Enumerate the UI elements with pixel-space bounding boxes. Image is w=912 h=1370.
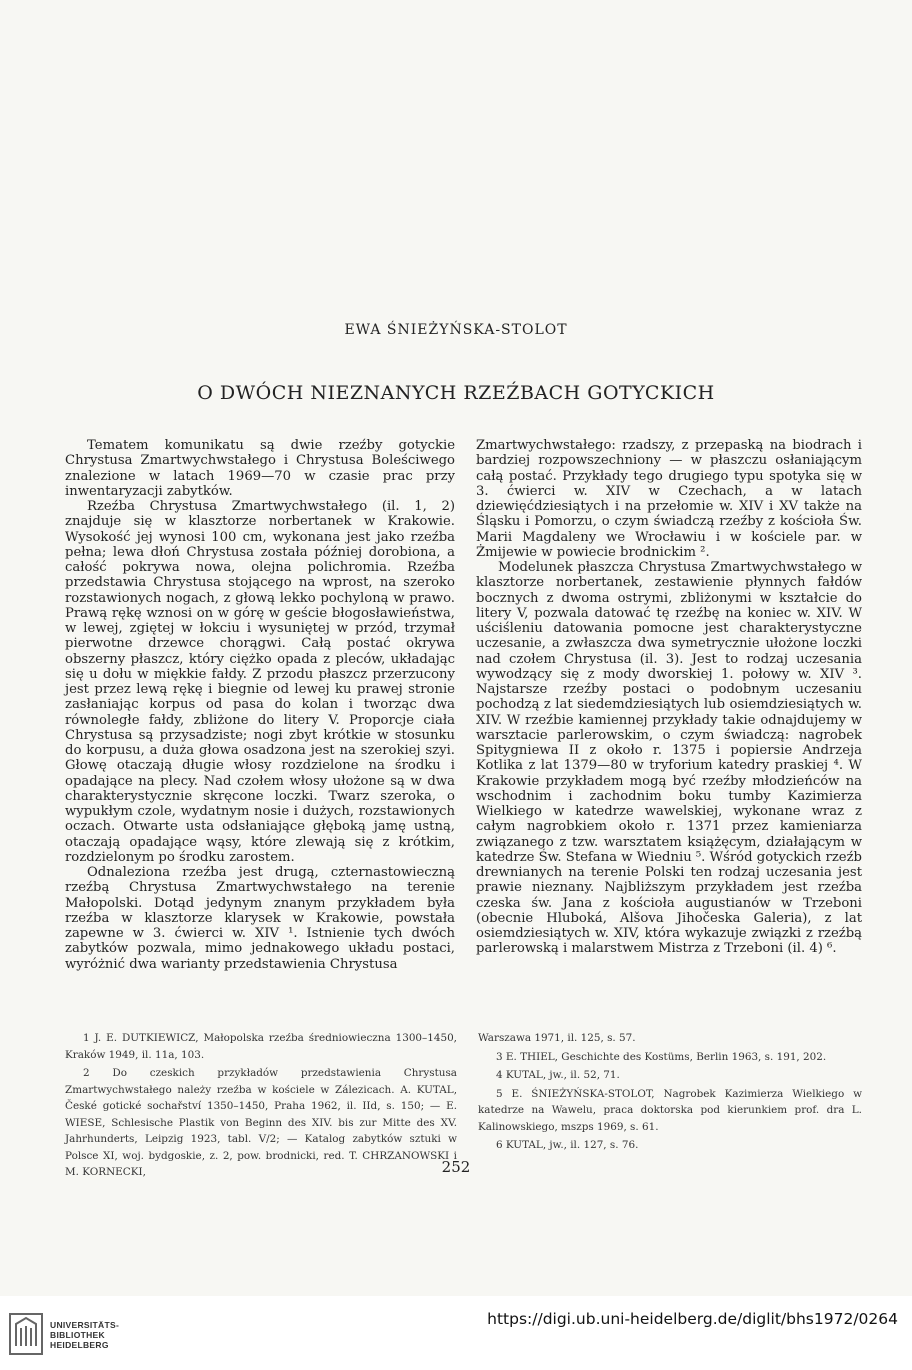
body-column-left (65, 438, 455, 972)
footnote: 1 J. E. DUTKIEWICZ, Małopolska rzeźba średniowieczna 1300–1450, Kraków 1949, il. 11a, 103. (65, 1032, 457, 1061)
body-column-right (476, 438, 862, 957)
footnote: 2 Do czeskich przykładów przedstawienia Chrystusa Zmartwychwstałego należy rzeźba w kościele w Zálezicach. A. KUTAL, České gotické sochařství 1350–1450, Praha 1962, il. IId, s. 150; — E. WIESE, Schlesische Plastik von Beginn des XIV. bis zur Mitte des XV. Jahrhunderts, Leipzig 1923, tabl. V/2; — Katalog zabytków sztuki w Polsce XI, woj. bydgoskie, z. 2, pow. brodnicki, red. T. CHRZANOWSKI i M. KORNECKI, (65, 1067, 457, 1178)
page-number: 252 (441, 1158, 471, 1176)
footnotes-right (478, 1030, 862, 1156)
article-author: EWA ŚNIEŻYŃSKA-STOLOT (344, 322, 568, 338)
paragraph: Modelunek płaszcza Chrystusa Zmartwychwstałego w klasztorze norbertanek, zestawienie płynnych fałdów bocznych z dwoma ostrymi, zbliżonymi w kształcie do litery V, pozwala datować tę rzeźbę na koniec w. XIV. W uściśleniu datowania pomocne jest charakterystyczne uczesanie, a zwłaszcza dwa symetrycznie ułożone loczki nad czołem Chrystusa (il. 3). Jest to rodzaj uczesania wywodzący się z mody dworskiej 1. połowy w. XIV ³. Najstarsze rzeźby postaci o podobnym uczesaniu pochodzą z lat siedemdziesiątych lub osiemdziesiątych w. XIV. W rzeźbie kamiennej przykłady takie odnajdujemy w warsztacie parlerowskim, o czym świadczą: nagrobek Spitygniewa II z około r. 1375 i popiersie Andrzeja Kotlika z lat 1379—80 w tryforium katedry praskiej ⁴. W Krakowie przykładem mogą być rzeźby młodzieńców na wschodnim i zachodnim boku tumby Kazimierza Wielkiego w katedrze wawelskiej, wykonane wraz z całym nagrobkiem około r. 1371 przez kamieniarza związanego z tzw. warsztatem książęcym, działającym w katedrze Św. Stefana w Wiedniu ⁵. Wśród gotyckich rzeźb drewnianych na terenie Polski ten rodzaj uczesania jest prawie nieznany. Najbliższym przykładem jest rzeźba czeska św. Jana z kościoła augustianów w Trzeboni (obecnie Hluboká, Alšova Jihočeska Galeria), z lat osiemdziesiątych w. XIV, która wykazuje związki z rzeźbą parlerowską i malarstwem Mistrza z Trzeboni (il. 4) ⁶. (476, 560, 862, 957)
library-name[interactable]: UNIVERSITÄTS- BIBLIOTHEK HEIDELBERG (50, 1320, 120, 1350)
paragraph: Zmartwychwstałego: rzadszy, z przepaską na biodrach i bardziej rozpowszechniony — w płaszczu osłaniającym całą postać. Przykłady tego drugiego typu spotyka się w 3. ćwierci w. XIV w Czechach, a w latach dziewięćdziesiątych i na przełomie w. XIV i XV także na Śląsku i Pomorzu, o czym świadczą rzeźby z kościoła Św. Marii Magdaleny we Wrocławiu i w kościele par. w Żmijewie w powiecie brodnickim ². (476, 438, 862, 560)
footnote: 6 KUTAL, jw., il. 127, s. 76. (496, 1139, 639, 1151)
footnote: Warszawa 1971, il. 125, s. 57. (478, 1032, 636, 1044)
paragraph: Rzeźba Chrystusa Zmartwychwstałego (il. 1, 2) znajduje się w klasztorze norbertanek w Krakowie. Wysokość jej wynosi 100 cm, wykonana jest jako rzeźba pełna; lewa dłoń Chrystusa została później dorobiona, a całość pokrywa nowa, olejna polichromia. Rzeźba przedstawia Chrystusa stojącego na wprost, na szeroko rozstawionych nogach, z głową lekko pochyloną w prawo. Prawą rękę wznosi on w górę w geście błogosławieństwa, w lewej, zgiętej w łokciu i wysuniętej w przód, trzymał pierwotne drzewce chorągwi. Całą postać okrywa obszerny płaszcz, który ciężko opada z pleców, układając się u dołu w miękkie fałdy. Z przodu płaszcz przerzucony jest przez lewą rękę i biegnie od lewej ku prawej stronie zasłaniając korpus od pasa do kolan i tworząc dwa równoległe fałdy, zbliżone do litery V. Proporcje ciała Chrystusa są przysadziste; nogi zbyt krótkie w stosunku do korpusu, a duża głowa osadzona jest na szerokiej szyi. Głowę otaczają długie włosy rozdzielone na środku i opadające na plecy. Nad czołem włosy ułożone są w dwa charakterystycznie skręcone loczki. Twarz szeroka, o wypukłym czole, wydatnym nosie i dużych, rozstawionych oczach. Otwarte usta odsłaniające głęboką jamę ustną, otaczają opadające wąsy, które zlewają się z krótkim, rozdzielonym po środku zarostem. (65, 499, 455, 865)
paragraph: Tematem komunikatu są dwie rzeźby gotyckie Chrystusa Zmartwychwstałego i Chrystusa Boleściwego znalezione w latach 1969—70 w czasie prac przy inwentaryzacji zabytków. (65, 438, 455, 499)
article-title: O DWÓCH NIEZNANYCH RZEŹBACH GOTYCKICH (197, 382, 715, 404)
university-library-logo-icon[interactable] (8, 1312, 44, 1356)
footnote: 4 KUTAL, jw., il. 52, 71. (496, 1069, 620, 1081)
permalink-url[interactable]: https://digi.ub.uni-heidelberg.de/diglit/bhs1972/0264 (487, 1310, 898, 1328)
viewer-footer (0, 1296, 912, 1370)
footnote: 3 E. THIEL, Geschichte des Kostüms, Berlin 1963, s. 191, 202. (496, 1050, 827, 1063)
footnote: 5 E. ŚNIEŻYŃSKA-STOLOT, Nagrobek Kazimierza Wielkiego w katedrze na Wawelu, praca doktorska pod kierunkiem prof. dra L. Kalinowskiego, mszps 1969, s. 61. (478, 1087, 862, 1133)
paragraph: Odnaleziona rzeźba jest drugą, czternastowieczną rzeźbą Chrystusa Zmartwychwstałego na terenie Małopolski. Dotąd jedynym znanym przykładem była rzeźba w klasztorze klarysek w Krakowie, powstała zapewne w 3. ćwierci w. XIV ¹. Istnienie tych dwóch zabytków pozwala, mimo jednakowego układu postaci, wyróżnić dwa warianty przedstawienia Chrystusa (65, 865, 455, 972)
